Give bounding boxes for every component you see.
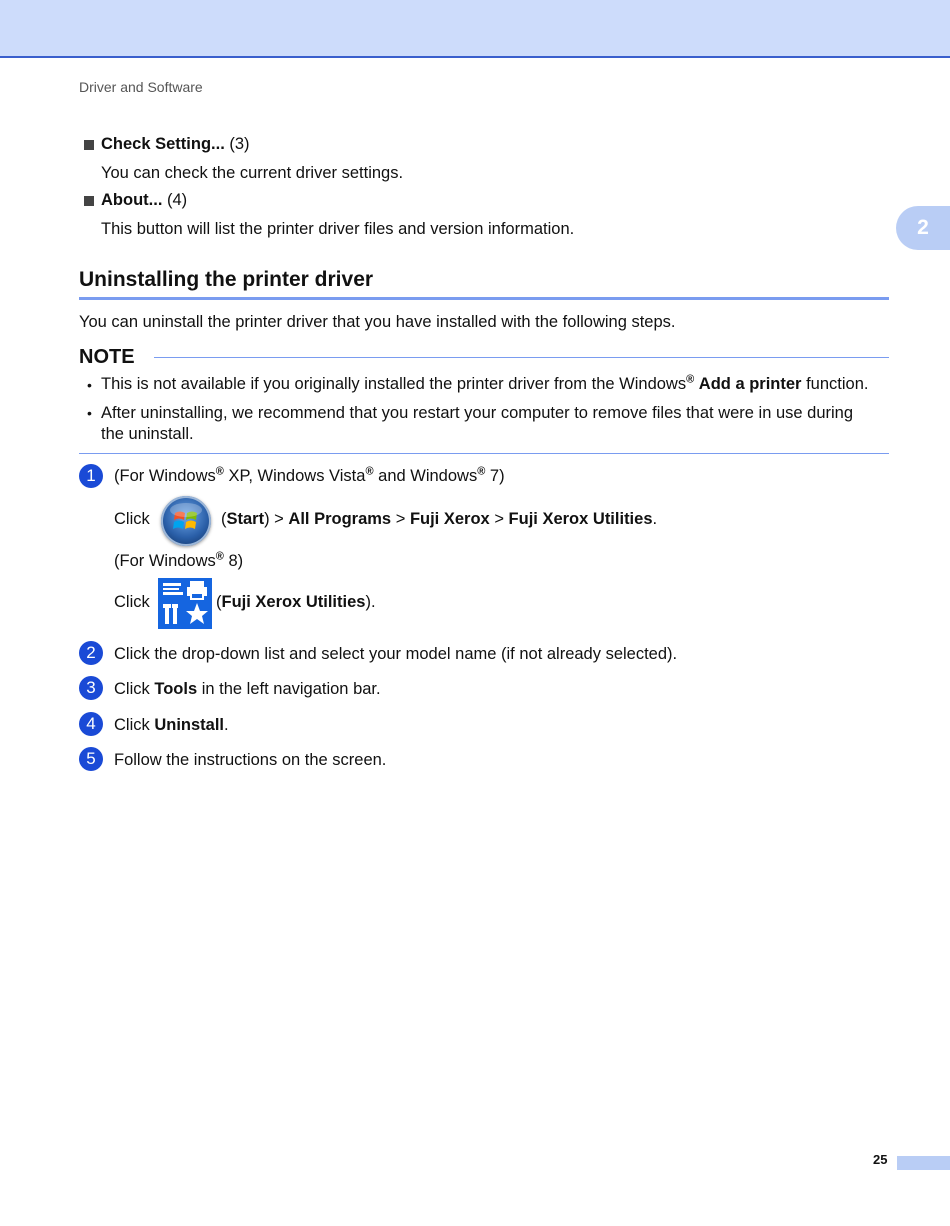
step-text: ). xyxy=(365,593,376,611)
step-text: . xyxy=(224,716,229,734)
top-header-band xyxy=(0,0,950,58)
step-1-click-label: Click xyxy=(114,510,150,528)
section-title: Uninstalling the printer driver xyxy=(79,268,374,291)
step-text: ( xyxy=(216,593,222,611)
note-rule-bottom xyxy=(79,453,889,454)
option-about xyxy=(84,191,187,210)
uninstall-label: Uninstall xyxy=(154,716,225,734)
note-bullet: • xyxy=(87,377,92,393)
fuji-xerox-utilities-icon xyxy=(158,578,212,629)
start-label: Start xyxy=(226,510,265,528)
option-title: About... xyxy=(101,191,163,209)
fuji-xerox-label: Fuji Xerox xyxy=(409,510,490,528)
step-number-1: 1 xyxy=(79,464,103,488)
step-text: (For Windows xyxy=(114,467,216,485)
step-text: ( xyxy=(221,510,227,528)
note-text: This is not available if you originally installed the printer driver from the Windows xyxy=(101,375,687,393)
note-heading: NOTE xyxy=(79,346,135,368)
section-rule xyxy=(79,297,889,300)
step-number-4: 4 xyxy=(79,712,103,736)
step-text: Click xyxy=(114,716,150,734)
step-4-text xyxy=(114,715,229,735)
step-1-windows8-line xyxy=(114,551,243,571)
registered-mark: ® xyxy=(686,373,695,386)
step-number-3: 3 xyxy=(79,676,103,700)
step-text: and Windows xyxy=(378,467,478,485)
step-text: in the left navigation bar. xyxy=(201,680,381,698)
registered-mark: ® xyxy=(215,465,224,478)
step-1-path xyxy=(221,509,657,529)
fuji-xerox-utilities-label: Fuji Xerox Utilities xyxy=(221,593,366,611)
step-text: XP, Windows Vista xyxy=(228,467,366,485)
option-number: (4) xyxy=(167,191,188,209)
option-check-setting xyxy=(84,135,250,154)
note-rule-top xyxy=(154,357,889,358)
step-text: . xyxy=(652,510,658,528)
step-1-utilities-line xyxy=(216,592,376,612)
step-text: 8) xyxy=(228,552,244,570)
note-text: function. xyxy=(806,375,869,393)
step-number-2: 2 xyxy=(79,641,103,665)
option-description: This button will list the printer driver files and version information. xyxy=(101,220,575,238)
step-1-os-line xyxy=(114,466,505,486)
square-bullet-icon xyxy=(84,196,94,206)
separator: > xyxy=(395,510,406,528)
step-2-text: Click the drop-down list and select your model name (if not already selected). xyxy=(114,645,678,663)
note-bullet: • xyxy=(87,405,92,421)
tools-label: Tools xyxy=(154,680,198,698)
step-text: (For Windows xyxy=(114,552,216,570)
running-head: Driver and Software xyxy=(79,79,203,95)
step-text: ) > xyxy=(264,510,284,528)
option-title: Check Setting... xyxy=(101,135,225,153)
registered-mark: ® xyxy=(477,465,486,478)
step-text: Click xyxy=(114,680,150,698)
separator: > xyxy=(494,510,504,528)
option-description: You can check the current driver settings. xyxy=(101,164,404,182)
section-intro: You can uninstall the printer driver that you have installed with the following steps. xyxy=(79,313,676,331)
page-number-bar xyxy=(897,1156,950,1170)
square-bullet-icon xyxy=(84,140,94,150)
page-number: 25 xyxy=(873,1152,888,1167)
note-item-1 xyxy=(101,374,868,394)
fuji-xerox-utilities-label: Fuji Xerox Utilities xyxy=(508,510,653,528)
windows-start-orb-icon xyxy=(161,496,211,546)
note-item-2-line-2: the uninstall. xyxy=(101,425,194,443)
chapter-tab: 2 xyxy=(896,206,950,250)
registered-mark: ® xyxy=(365,465,374,478)
option-number: (3) xyxy=(229,135,250,153)
add-a-printer-label: Add a printer xyxy=(698,375,802,393)
all-programs-label: All Programs xyxy=(288,510,392,528)
registered-mark: ® xyxy=(215,550,224,563)
step-5-text: Follow the instructions on the screen. xyxy=(114,751,387,769)
step-text: 7) xyxy=(489,467,505,485)
note-item-2-line-1: After uninstalling, we recommend that you restart your computer to remove files that were in use during xyxy=(101,404,854,422)
step-3-text xyxy=(114,679,381,699)
step-1-click-label-2: Click xyxy=(114,593,150,611)
step-number-5: 5 xyxy=(79,747,103,771)
